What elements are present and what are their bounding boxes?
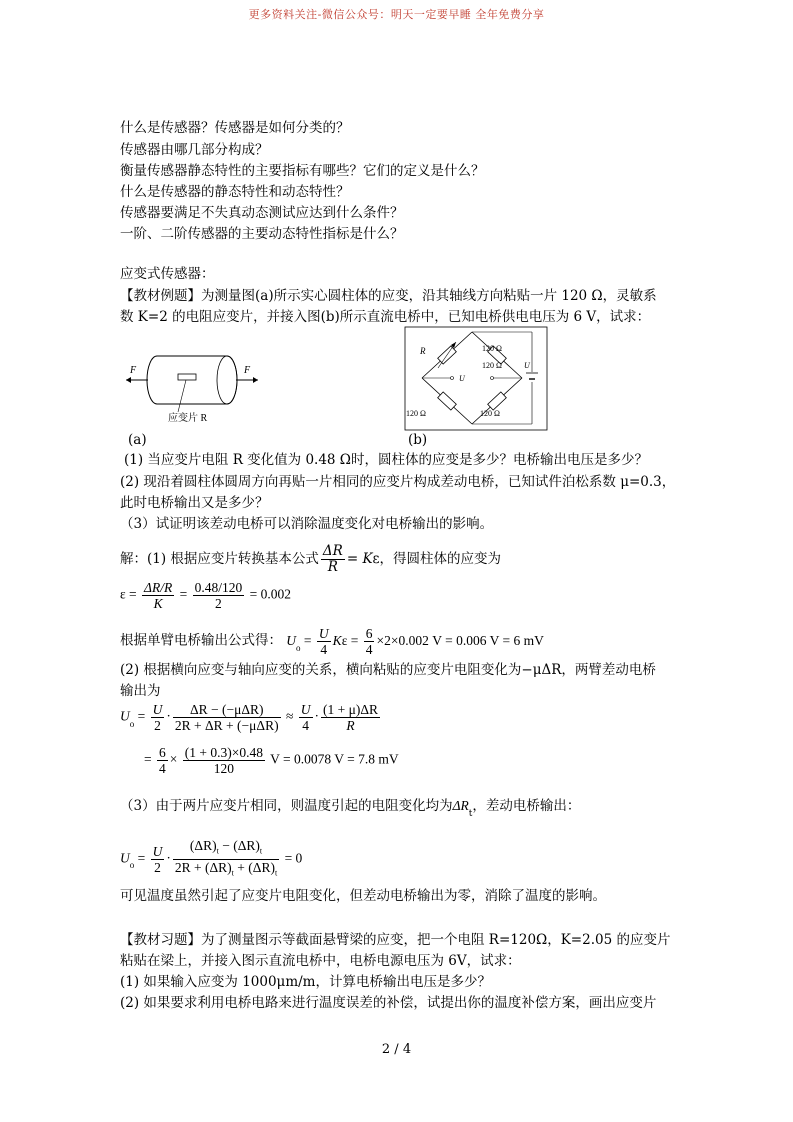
resistor-label-4: 120 Ω — [482, 361, 502, 370]
input-voltage-label: U — [524, 361, 530, 370]
solution-conclusion: 可见温度虽然引起了应变片电阻变化，但差动电桥输出为零，消除了温度的影响。 — [120, 888, 606, 904]
page-number: 2 / 4 — [381, 1042, 412, 1057]
output-voltage-label: U — [459, 374, 465, 383]
page-header-banner: 更多资料关注-微信公众号：明天一定要早睡 全年免费分享 — [248, 8, 545, 21]
equation-differential-result: = $\frac{6}{4}$ × $\frac{(1 + 0.3)\times 0.48}{120}$ V = 0.0078 V = 7.8 mV — [144, 745, 399, 776]
question-part-2a: (2) 现沿着圆柱体圆周方向再贴一片相同的应变片构成差动电桥，已知试件泊松系数 μ=0.3， — [120, 474, 676, 490]
question-5: 传感器要满足不失真动态测试应达到什么条件？ — [120, 205, 404, 221]
solution-step3a: (2) 根据横向应变与轴向应变的关系，横向粘贴的应变片电阻变化为−μΔR，两臂差动电桥 — [120, 662, 656, 678]
solution-step4: （3）由于两片应变片相同，则温度引起的电阻变化均为$\Delta R_t$，差动电桥输出： — [120, 798, 581, 819]
exercise-line1: 【教材习题】为了测量图示等截面悬臂梁的应变，把一个电阻 R=120Ω，K=2.05 的应变片 — [120, 932, 671, 948]
equation-temperature: $U_o$ = $\frac{U}{2}$ · $\frac{(\Delta R)_t - (\Delta R)_t}{2R + (\Delta R)_t + (\Delta R)_t}$ = 0 — [120, 838, 303, 878]
resistor-label-2: 120 Ω — [406, 409, 426, 418]
figure-a-caption: (a) — [128, 432, 147, 448]
resistor-label-1: 120 Ω — [482, 344, 502, 353]
force-left-label: F — [130, 365, 137, 376]
solution-step1: 解：(1) 根据应变片转换基本公式 $\frac{\Delta R}{R}$ = Kε，得圆柱体的应变为 — [120, 543, 502, 575]
question-part-2b: 此时电桥输出又是多少？ — [120, 495, 269, 511]
exercise-line3: (1) 如果输入应变为 1000μm/m，计算电桥输出电压是多少？ — [120, 974, 491, 990]
figure-b-caption: (b) — [408, 432, 428, 448]
question-part-3: （3）试证明该差动电桥可以消除温度变化对电桥输出的影响。 — [120, 516, 494, 532]
section-title: 应变式传感器： — [120, 266, 215, 282]
question-6: 一阶、二阶传感器的主要动态特性指标是什么？ — [120, 226, 404, 242]
resistor-label-3: 120 Ω — [480, 409, 500, 418]
question-4: 什么是传感器的静态特性和动态特性？ — [120, 184, 350, 200]
exercise-line4: (2) 如果要求利用电桥电路来进行温度误差的补偿，试提出你的温度补偿方案，画出应变片 — [120, 995, 657, 1011]
equation-strain: ε = $\frac{\Delta R/R}{K}$ = $\frac{0.48/120}{2}$ = 0.002 — [120, 580, 291, 611]
figure-b-bridge — [404, 326, 548, 431]
solution-step3b: 输出为 — [120, 683, 161, 699]
question-2: 传感器由哪几部分构成？ — [120, 142, 269, 158]
force-right-label: F — [244, 365, 251, 376]
example-text-line2: 数 K=2 的电阻应变片，并接入图(b)所示直流电桥中，已知电桥供电电压为 6 V，试求： — [120, 309, 651, 325]
equation-differential: $U_o$ = $\frac{U}{2}$ · $\frac{\text{ΔR − (−μΔR)}}{\text{2R + ΔR + (−μΔR)}}$ ≈ $\frac{U}{4}$ · $\frac{(1 + \mu)\Delta R}{R}$ — [120, 702, 379, 733]
gauge-label: 应变片 R — [168, 413, 208, 424]
variable-resistor-label: R — [420, 346, 426, 356]
exercise-line2: 粘贴在梁上，并接入图示直流电桥中，电桥电源电压为 6V，试求： — [120, 953, 521, 969]
question-3: 衡量传感器静态特性的主要指标有哪些？它们的定义是什么？ — [120, 163, 485, 179]
question-part-1: (1) 当应变片电阻 R 变化值为 0.48 Ω时，圆柱体的应变是多少？电桥输出电压是多少？ — [124, 452, 648, 468]
example-text-line1: 【教材例题】为测量图(a)所示实心圆柱体的应变，沿其轴线方向粘贴一片 120 Ω，灵敏系 — [120, 288, 657, 304]
figure-a-cylinder — [122, 346, 262, 424]
question-1: 什么是传感器？传感器是如何分类的？ — [120, 120, 350, 136]
solution-step2: 根据单臂电桥输出公式得： $U_o$ = $\frac{U}{4}$ Kε = $\frac{6}{4}$ ×2×0.002 V = 0.006 V = 6 mV — [120, 626, 544, 657]
